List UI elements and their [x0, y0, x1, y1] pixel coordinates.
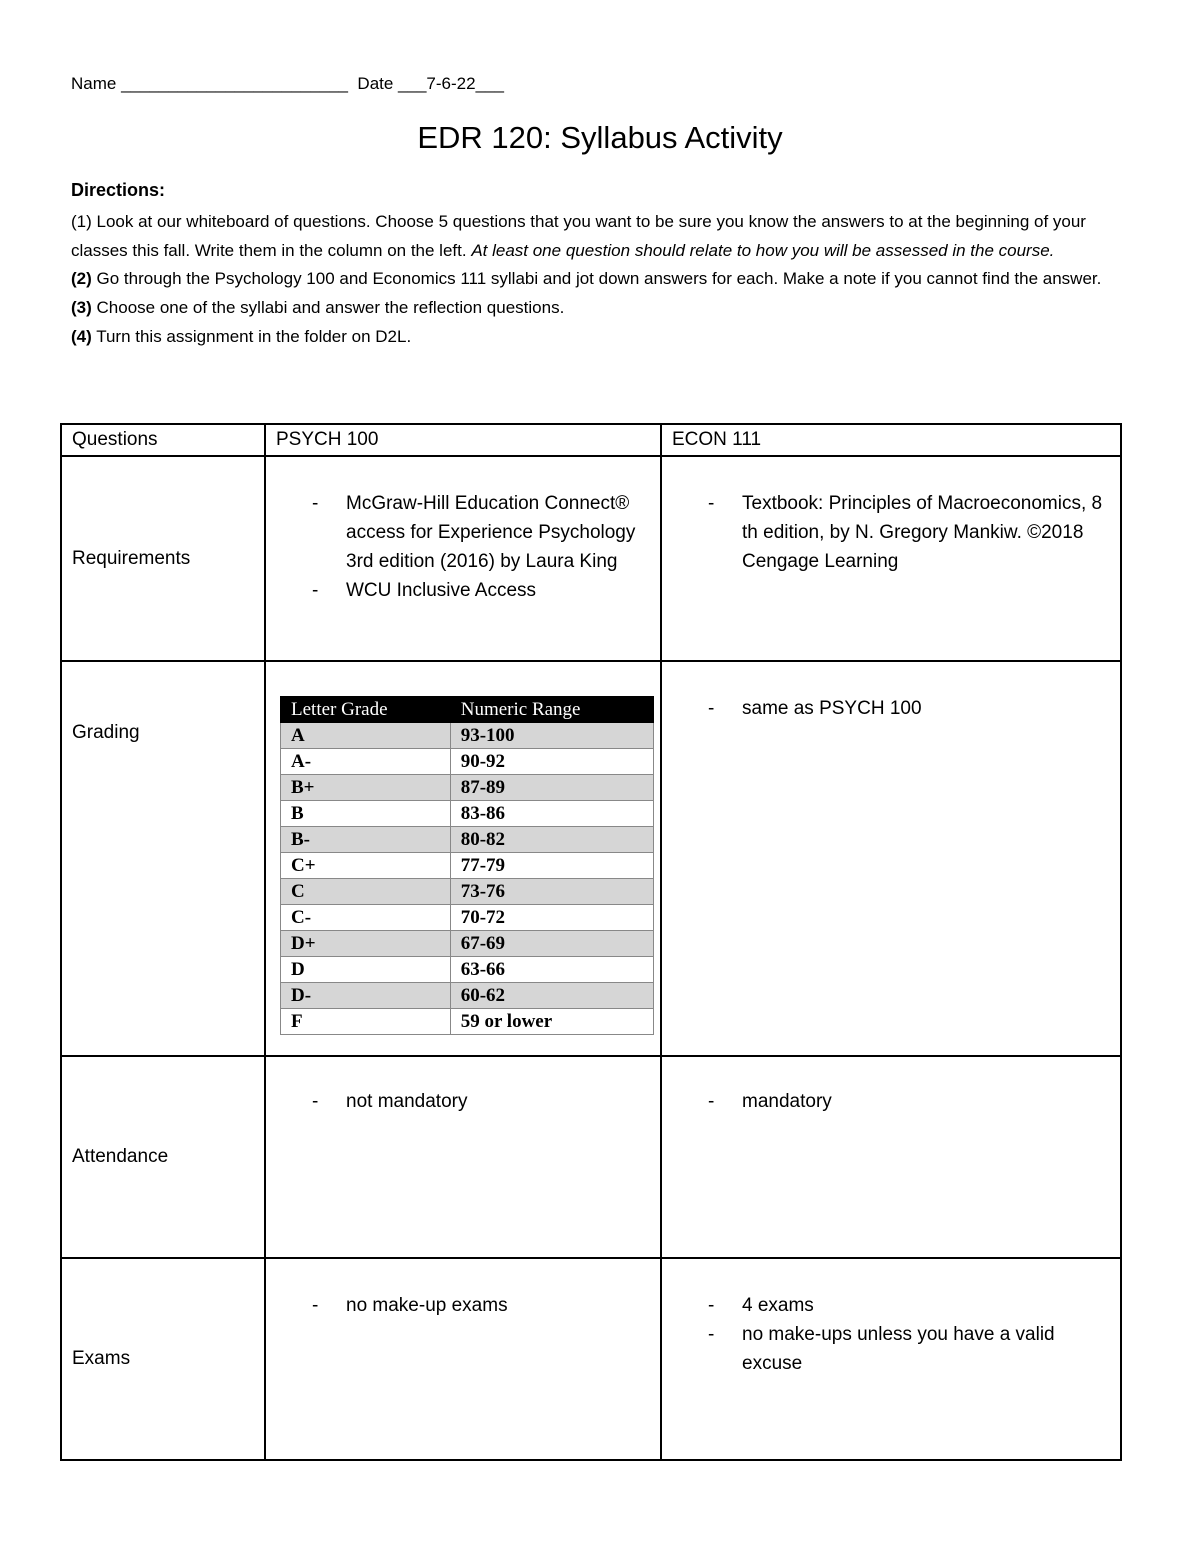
table-row	[281, 749, 654, 775]
grade-header-range: Numeric Range	[450, 697, 653, 723]
table-row	[281, 931, 654, 957]
table-row-exams	[61, 1258, 1121, 1460]
numeric-range: 93-100	[450, 723, 653, 749]
row-label: Attendance	[61, 1056, 265, 1258]
step-number: (3)	[71, 298, 92, 318]
letter-grade: D+	[281, 931, 451, 957]
grade-header-letter: Letter Grade	[281, 697, 451, 723]
step-number: (4)	[71, 326, 92, 346]
letter-grade: B-	[281, 827, 451, 853]
table-row-attendance	[61, 1056, 1121, 1258]
letter-grade: B	[281, 801, 451, 827]
letter-grade: A	[281, 723, 451, 749]
direction-step-3	[71, 294, 1131, 323]
numeric-range: 73-76	[450, 879, 653, 905]
numeric-range: 63-66	[450, 957, 653, 983]
page-title: EDR 120: Syllabus Activity	[417, 120, 783, 155]
numeric-range: 83-86	[450, 801, 653, 827]
direction-step-4	[71, 323, 1131, 352]
directions-heading: Directions:	[71, 180, 166, 200]
step-note: At least one question should relate to how you will be assessed in the course.	[471, 240, 1055, 260]
letter-grade: D	[281, 957, 451, 983]
letter-grade: B+	[281, 775, 451, 801]
letter-grade: D-	[281, 983, 451, 1009]
letter-grade: F	[281, 1009, 451, 1035]
table-header-row	[61, 424, 1121, 456]
numeric-range: 59 or lower	[450, 1009, 653, 1035]
direction-step-2	[71, 265, 1131, 294]
numeric-range: 67-69	[450, 931, 653, 957]
bullet-list	[742, 489, 1108, 576]
list-item: - 4 exams	[742, 1291, 1108, 1320]
letter-grade: C	[281, 879, 451, 905]
list-item: - not mandatory	[346, 1087, 648, 1116]
directions-body	[71, 208, 1131, 352]
numeric-range: 77-79	[450, 853, 653, 879]
step-text: Go through the Psychology 100 and Economics 111 syllabi and jot down answers for each. Make a note if you cannot find the answer.	[91, 269, 1102, 289]
list-item: - no make-up exams	[346, 1291, 648, 1320]
list-item: - WCU Inclusive Access	[346, 576, 648, 605]
list-item: - mandatory	[742, 1087, 1108, 1116]
header-questions: Questions	[61, 424, 265, 456]
table-row	[281, 957, 654, 983]
psych-cell	[265, 1258, 661, 1460]
step-number: (1)	[71, 212, 92, 231]
econ-cell	[661, 1056, 1121, 1258]
table-row	[281, 983, 654, 1009]
row-label: Requirements	[61, 456, 265, 661]
step-text: Choose one of the syllabi and answer the reflection questions.	[91, 298, 565, 318]
table-row	[281, 853, 654, 879]
table-row	[281, 801, 654, 827]
econ-cell	[661, 661, 1121, 1056]
table-row	[281, 1009, 654, 1035]
row-label: Grading	[61, 661, 265, 1056]
bullet-list	[346, 1291, 648, 1320]
step-text: Look at our whiteboard of questions. Choose 5 questions that you want to be sure you know the answers to at the beginning of your classes this fall. Write them in the column on the left.	[71, 212, 1086, 260]
syllabus-comparison-table	[60, 423, 1122, 1461]
list-item: - McGraw-Hill Education Connect® access for Experience Psychology 3rd edition (2016) by Laura King	[346, 489, 648, 576]
letter-grade: A-	[281, 749, 451, 775]
list-item: - Textbook: Principles of Macroeconomics, 8 th edition, by N. Gregory Mankiw. ©2018 Cengage Learning	[742, 489, 1108, 576]
table-row	[281, 827, 654, 853]
step-number: (2)	[71, 269, 92, 289]
header-econ: ECON 111	[661, 424, 1121, 456]
econ-cell	[661, 456, 1121, 661]
psych-cell	[265, 661, 661, 1056]
letter-grade: C+	[281, 853, 451, 879]
psych-cell	[265, 456, 661, 661]
bullet-list	[742, 1291, 1108, 1378]
bullet-list	[346, 489, 648, 605]
direction-step-1	[71, 208, 1131, 265]
table-row	[281, 879, 654, 905]
grade-scale-header	[281, 697, 654, 723]
bullet-list	[742, 694, 1108, 723]
table-row-grading	[61, 661, 1121, 1056]
list-item: - same as PSYCH 100	[742, 694, 1108, 723]
numeric-range: 60-62	[450, 983, 653, 1009]
grade-scale-table	[280, 696, 654, 1035]
table-row-requirements	[61, 456, 1121, 661]
numeric-range: 70-72	[450, 905, 653, 931]
numeric-range: 80-82	[450, 827, 653, 853]
table-row	[281, 775, 654, 801]
econ-cell	[661, 1258, 1121, 1460]
row-label: Exams	[61, 1258, 265, 1460]
bullet-list	[346, 1087, 648, 1116]
list-item: - no make-ups unless you have a valid excuse	[742, 1320, 1108, 1378]
table-row	[281, 905, 654, 931]
numeric-range: 90-92	[450, 749, 653, 775]
step-text: Turn this assignment in the folder on D2L.	[91, 326, 412, 346]
psych-cell	[265, 1056, 661, 1258]
table-row	[281, 723, 654, 749]
bullet-list	[742, 1087, 1108, 1116]
numeric-range: 87-89	[450, 775, 653, 801]
header-psych: PSYCH 100	[265, 424, 661, 456]
name-date-line: Name ________________________ Date ___7-6-22___	[71, 74, 504, 93]
letter-grade: C-	[281, 905, 451, 931]
